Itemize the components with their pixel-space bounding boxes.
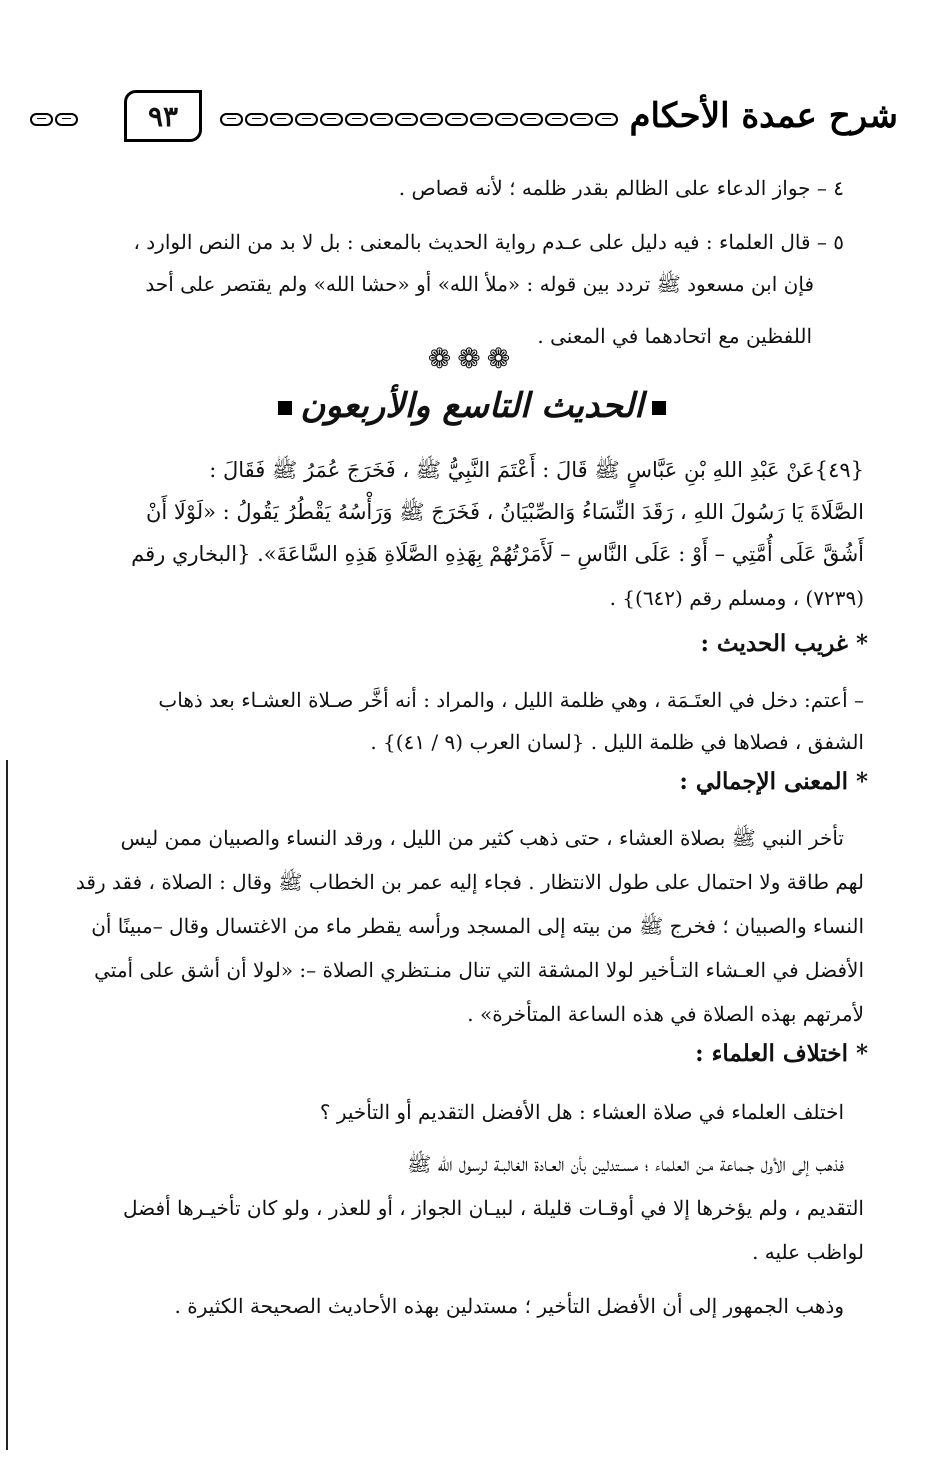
ijmali-heading: * المعنى الإجمالي :	[679, 768, 868, 795]
ikhtilaf-text-line2: فذهب إلى الأول جـماعة مـن العلماء ؛ مسـتدلين بأن العـادة الغالبـة لرسول الله ﷺ	[407, 1152, 844, 1176]
page-number-badge	[124, 90, 202, 142]
ijmali-text-line3: النساء والصبيان ؛ فخرج ﷺ من بيته إلى المسجد ورأسه يقطر ماء من الاغتسال وقال –مبينًا أن	[91, 914, 864, 938]
page-number: ٩٣	[147, 99, 179, 133]
ikhtilaf-heading: * اختلاف العلماء :	[695, 1040, 868, 1067]
ijmali-text-line2: لهم طاقة ولا احتمال على طول الانتظار . فجاء إليه عمر بن الخطاب ﷺ وقال : الصلاة ، فقد رقد	[75, 870, 864, 894]
ikhtilaf-text-line1: اختلف العلماء في صلاة العشاء : هل الأفضل التقديم أو التأخير ؟	[319, 1100, 844, 1124]
ikhtilaf-text-line3: التقديم ، ولم يؤخرها إلا في أوقـات قليلة ، لبيـان الجواز ، أو للعذر ، ولو كان تأخيـرها أفضل	[123, 1196, 864, 1220]
list-item-5-line2: فإن ابن مسعود ﷺ تردد بين قوله : «ملأ الله» أو «حشا الله» ولم يقتصر على أحد	[145, 272, 814, 296]
hadith-text-line4: (٧٢٣٩) ، ومسلم رقم (٦٤٢)} .	[609, 586, 864, 610]
gharib-text-line2: الشفق ، فصلاها في ظلمة الليل . {لسان العرب (٩ / ٤١)} .	[370, 730, 864, 754]
hadith-text-line3: أَشُقَّ عَلَى أُمَّتِي – أَوْ : عَلَى النَّاسِ – لَأَمَرْتُهُمْ بِهَذِهِ الصَّلَاةِ هَذِهِ السَّاعَةَ». {البخاري رقم	[131, 542, 864, 566]
gharib-heading: * غريب الحديث :	[700, 630, 868, 657]
chain-ornament	[220, 113, 620, 133]
gharib-text-line1: – أعتم: دخل في العتَـمَة ، وهي ظلمة الليل ، والمراد : أنه أخَّر صـلاة العشـاء بعد ذهاب	[158, 688, 864, 712]
hadith-text-line1: {٤٩}عَنْ عَبْدِ اللهِ بْنِ عَبَّاسٍ ﷺ قَالَ : أَعْتَمَ النَّبِيُّ ﷺ ، فَخَرَجَ عُمَرُ ﷺ فَقَالَ :	[209, 458, 864, 482]
hadith-heading	[0, 386, 944, 426]
ijmali-text-line5: لأمرتهم بهذه الصلاة في هذه الساعة المتأخرة» .	[467, 1002, 864, 1026]
list-item-5-line3: اللفظين مع اتحادهما في المعنى .	[537, 324, 812, 348]
hadith-heading-text: الحديث التاسع والأربعون	[300, 386, 644, 426]
ijmali-text-line4: الأفضل في العـشاء التـأخير لولا المشقة التي تنال منـتظري الصلاة –: «لولا أن أشق على أمتي	[94, 958, 864, 982]
list-item-4: ٤ – جواز الدعاء على الظالم بقدر ظلمه ؛ لأنه قصاص .	[398, 176, 844, 200]
ikhtilaf-text-line5: وذهب الجمهور إلى أن الأفضل التأخير ؛ مستدلين بهذه الأحاديث الصحيحة الكثيرة .	[174, 1294, 844, 1318]
ikhtilaf-text-line4: لواظب عليه .	[752, 1240, 864, 1264]
square-bullet-icon	[652, 401, 666, 415]
ijmali-text-line1: تأخر النبي ﷺ بصلاة العشاء ، حتى ذهب كثير من الليل ، ورقد النساء والصبيان ممن ليس	[120, 826, 844, 850]
page-header	[28, 88, 898, 158]
chain-ornament-small	[30, 113, 78, 126]
page-edge-rule	[6, 760, 8, 1450]
hadith-text-line2: الصَّلَاةَ يَا رَسُولَ اللهِ ، رَقَدَ النِّسَاءُ وَالصِّبْيَانُ ، فَخَرَجَ ﷺ وَرَأْسُهُ يَقْطُرُ يَقُولُ : «لَوْلَا أَنْ	[145, 500, 864, 524]
list-item-5-line1: ٥ – قال العلماء : فيه دليل على عـدم رواية الحديث بالمعنى : بل لا بد من النص الوارد ،	[133, 230, 844, 254]
section-divider-ornament: ❁❁❁	[427, 342, 517, 375]
book-title: شرح عمدة الأحكام	[629, 96, 898, 136]
square-bullet-icon	[278, 401, 292, 415]
